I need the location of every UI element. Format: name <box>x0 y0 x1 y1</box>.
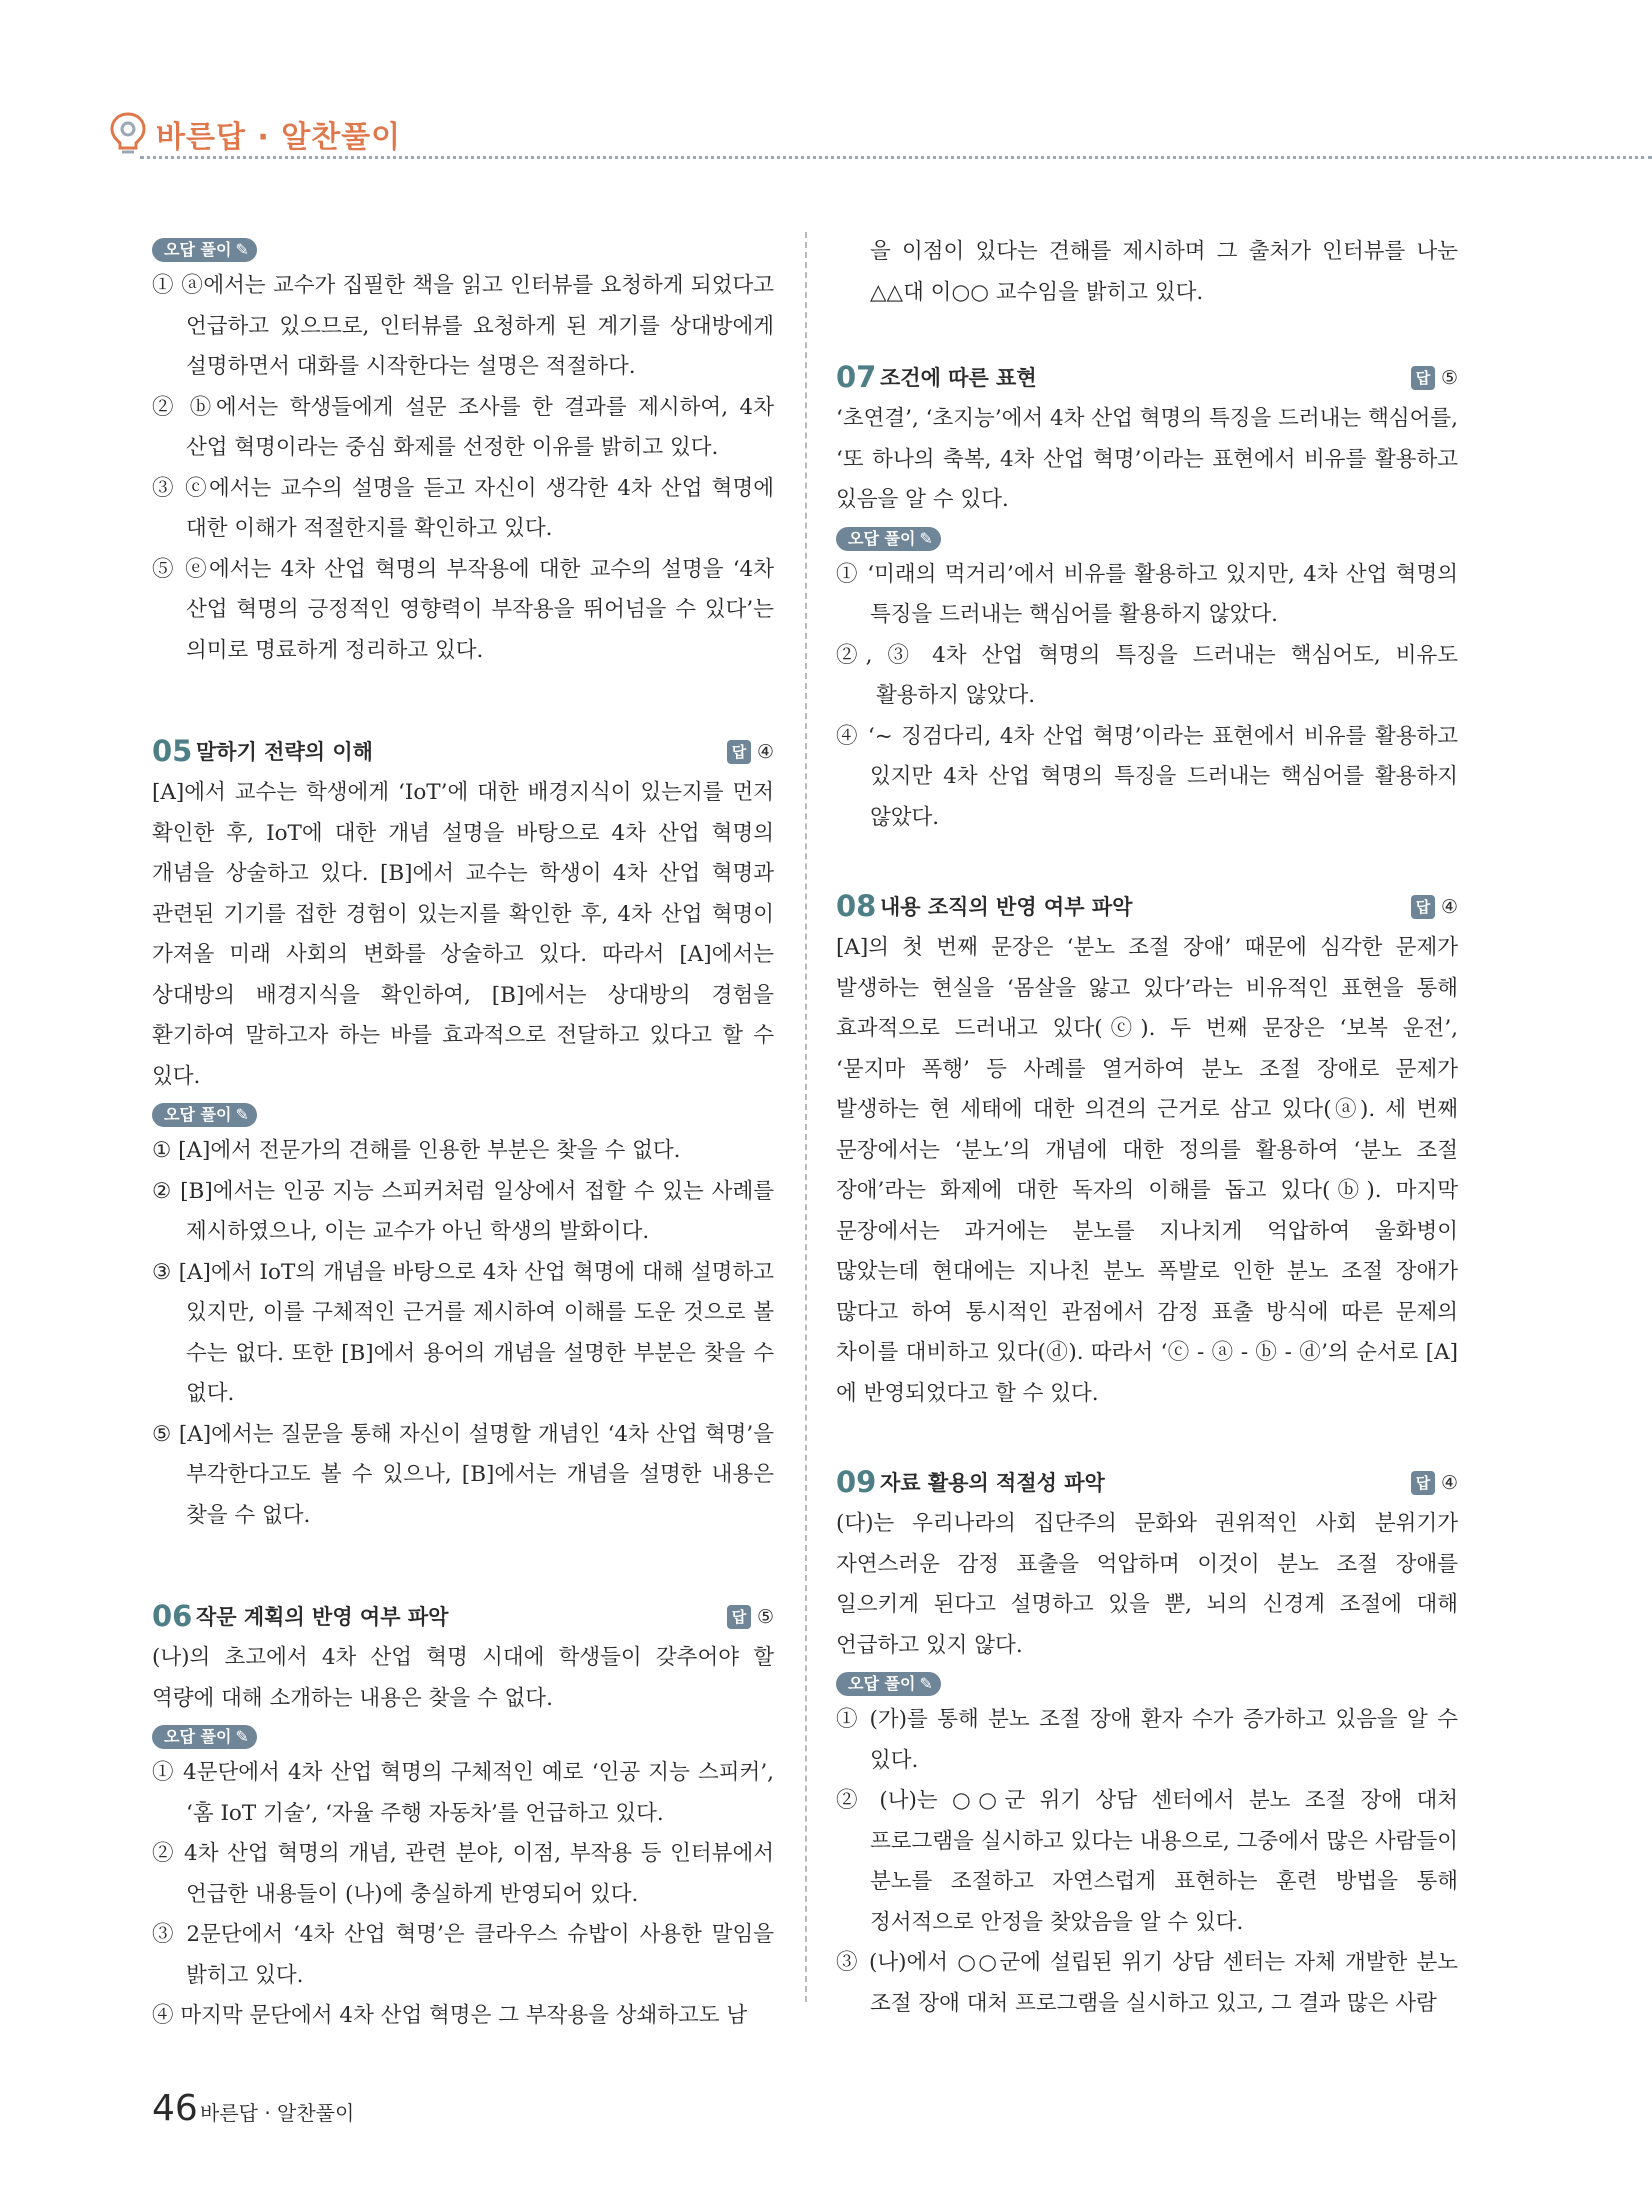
list-item: ③ 2문단에서 ‘4차 산업 혁명’은 클라우스 슈밥이 사용한 말임을 밝히고 있다. <box>152 1922 774 1988</box>
answer-box <box>727 1604 774 1630</box>
spacer <box>836 1414 1458 1448</box>
spacer <box>152 671 774 717</box>
question-number: 07 <box>836 360 877 394</box>
question-number: 09 <box>836 1465 877 1499</box>
question-06-body: (나)의 초고에서 4차 산업 혁명 시대에 학생들이 갖추어야 할 역량에 대해 소개하는 내용은 찾을 수 없다. <box>152 1645 774 1711</box>
question-title: 조건에 따른 표현 <box>880 366 1037 390</box>
list-item: ③ ⓒ에서는 교수의 설명을 듣고 자신이 생각한 4차 산업 혁명에 대한 이해가 적절한지를 확인하고 있다. <box>152 475 774 541</box>
list-item: ① ‘미래의 먹거리’에서 비유를 활용하고 있지만, 4차 산업 혁명의 특징을 드러내는 핵심어를 활용하지 않았다. <box>836 561 1458 627</box>
question-title: 말하기 전략의 이해 <box>196 740 373 764</box>
wrong-explanation-badge: 오답 풀이 ✎ <box>836 1672 941 1696</box>
wrong-explanation-badge: 오답 풀이 ✎ <box>152 238 257 262</box>
question-09-body: (다)는 우리나라의 집단주의 문화와 권위적인 사회 분위기가 자연스러운 감정 표출을 억압하며 이것이 분노 조절 장애를 일으키게 된다고 설명하고 있을 뿐, 뇌의 신경계 조절에 대해 언급하고 있지 않다. <box>836 1511 1458 1658</box>
answer-box <box>727 739 774 765</box>
spacer <box>836 838 1458 872</box>
answer-value: ④ <box>1440 1472 1458 1494</box>
answer-tag: 답 <box>727 1605 751 1629</box>
list-item: ① (가)를 통해 분노 조절 장애 환자 수가 증가하고 있음을 알 수 있다. <box>836 1707 1458 1773</box>
list-item: ②, ③ 4차 산업 혁명의 특징을 드러내는 핵심어도, 비유도 활용하지 않았다. <box>836 642 1458 708</box>
answer-box <box>1411 1470 1458 1496</box>
answer-value: ⑤ <box>1440 367 1458 389</box>
question-title: 내용 조직의 반영 여부 파악 <box>880 895 1133 919</box>
question-07-header <box>836 355 1458 399</box>
question-08-header <box>836 884 1458 928</box>
answer-value: ⑤ <box>756 1606 774 1628</box>
list-item: ② ⓑ에서는 학생들에게 설문 조사를 한 결과를 제시하여, 4차 산업 혁명이라는 중심 화제를 선정한 이유를 밝히고 있다. <box>152 394 774 460</box>
answer-value: ④ <box>1440 896 1458 918</box>
answer-box <box>1411 894 1458 920</box>
list-item: ② (나)는 ○○군 위기 상담 센터에서 분노 조절 장애 대처 프로그램을 실시하고 있다는 내용으로, 그중에서 많은 사람들이 분노를 조절하고 자연스럽게 표현하는 훈련 방법을 통해 정서적으로 안정을 찾았음을 알 수 있다. <box>836 1788 1458 1935</box>
list-item: ⑤ ⓔ에서는 4차 산업 혁명의 부작용에 대한 교수의 설명을 ‘4차 산업 혁명의 긍정적인 영향력이 부작용을 뛰어넘을 수 있다’는 의미로 명료하게 정리하고 있다. <box>152 556 774 663</box>
column-divider <box>805 232 807 2002</box>
list-item: ① ⓐ에서는 교수가 집필한 책을 읽고 인터뷰를 요청하게 되었다고 언급하고 있으므로, 인터뷰를 요청하게 된 계기를 상대방에게 설명하면서 대화를 시작한다는 설명은 적절하다. <box>152 273 774 379</box>
list-item: ③ [A]에서 IoT의 개념을 바탕으로 4차 산업 혁명에 대해 설명하고 있지만, 이를 구체적인 근거를 제시하여 이해를 도운 것으로 볼 수는 없다. 또한 [B]에서 용어의 개념을 설명한 부분은 찾을 수 없다. <box>152 1259 774 1406</box>
question-06-header <box>152 1594 774 1638</box>
list-item: ⑤ [A]에서는 질문을 통해 자신이 설명할 개념인 ‘4차 산업 혁명’을 부각한다고도 볼 수 있으나, [B]에서는 개념을 설명한 내용은 찾을 수 없다. <box>152 1421 774 1528</box>
list-item: ① 4문단에서 4차 산업 혁명의 구체적인 예로 ‘인공 지능 스피커’, ‘홈 IoT 기술’, ‘자율 주행 자동차’를 언급하고 있다. <box>152 1760 774 1826</box>
right-column <box>836 232 1458 2024</box>
question-title: 자료 활용의 적절성 파악 <box>880 1471 1105 1495</box>
question-09-header <box>836 1460 1458 1504</box>
wrong-explanation-badge: 오답 풀이 ✎ <box>836 527 941 551</box>
page-number: 46 <box>152 2088 198 2129</box>
spacer <box>836 313 1458 343</box>
question-number: 06 <box>152 1599 193 1633</box>
list-item: ① [A]에서 전문가의 견해를 인용한 부분은 찾을 수 없다. <box>152 1138 681 1163</box>
question-05-header <box>152 729 774 773</box>
pencil-icon: ✎ <box>235 240 249 259</box>
pencil-icon: ✎ <box>235 1727 249 1746</box>
wrong-explanation-badge: 오답 풀이 ✎ <box>152 1103 257 1127</box>
answer-tag: 답 <box>1411 895 1435 919</box>
question-08-body: [A]의 첫 번째 문장은 ‘분노 조절 장애’ 때문에 심각한 문제가 발생하는 현실을 ‘몸살을 앓고 있다’라는 비유적인 표현을 통해 효과적으로 드러내고 있다(ⓒ). 두 번째 문장은 ‘보복 운전’, ‘묻지마 폭행’ 등 사례를 열거하여 분노 조절 장애로 문제가 발생하는 현 세태에 대한 의견의 근거로 삼고 있다(ⓐ). 세 번째 문장에서는 ‘분노’의 개념에 대한 정의를 활용하여 ‘분노 조절 장애’라는 화제에 대한 독자의 이해를 돕고 있다(ⓑ). 마지막 문장에서는 과거에는 분노를 지나치게 억압하여 울화병이 많았는데 현대에는 지나친 분노 폭발로 인한 분노 조절 장애가 많다고 하여 통시적인 관점에서 감정 표출 방식에 따른 문제의 차이를 대비하고 있다(ⓓ). 따라서 ‘ⓒ - ⓐ - ⓑ - ⓓ’의 순서로 [A]에 반영되었다고 할 수 있다. <box>836 935 1458 1406</box>
list-item: ② 4차 산업 혁명의 개념, 관련 분야, 이점, 부작용 등 인터뷰에서 언급한 내용들이 (나)에 충실하게 반영되어 있다. <box>152 1841 774 1907</box>
question-number: 08 <box>836 889 877 923</box>
spacer <box>152 1536 774 1582</box>
answer-tag: 답 <box>1411 366 1435 390</box>
question-05-body: [A]에서 교수는 학생에게 ‘IoT’에 대한 배경지식이 있는지를 먼저 확인한 후, IoT에 대한 개념 설명을 바탕으로 4차 산업 혁명의 개념을 상술하고 있다. [B]에서 교수는 학생이 4차 산업 혁명과 관련된 기기를 접한 경험이 있는지를 확인한 후, 4차 산업 혁명이 가져올 미래 사회의 변화를 상술하고 있다. 따라서 [A]에서는 상대방의 배경지식을 확인하여, [B]에서는 상대방의 경험을 환기하여 말하고자 하는 바를 효과적으로 전달하고 있다고 할 수 있다. <box>152 780 774 1089</box>
answer-tag: 답 <box>727 740 751 764</box>
footer-label: 바른답 · 알찬풀이 <box>200 2101 355 2125</box>
list-item: ② [B]에서는 인공 지능 스피커처럼 일상에서 접할 수 있는 사례를 제시하였으나, 이는 교수가 아닌 학생의 발화이다. <box>152 1178 774 1244</box>
pencil-icon: ✎ <box>919 1674 933 1693</box>
answer-tag: 답 <box>1411 1471 1435 1495</box>
answer-box <box>1411 365 1458 391</box>
question-title: 작문 계획의 반영 여부 파악 <box>196 1605 449 1629</box>
question-number: 05 <box>152 734 193 768</box>
lightbulb-logo-icon <box>108 110 148 156</box>
pencil-icon: ✎ <box>235 1105 249 1124</box>
wrong-explanation-badge: 오답 풀이 ✎ <box>152 1725 257 1749</box>
answer-value: ④ <box>756 741 774 763</box>
header-title: 바른답 · 알찬풀이 <box>156 120 402 155</box>
list-item: ③ (나)에서 ○○군에 설립된 위기 상담 센터는 자체 개발한 분노 조절 장애 대처 프로그램을 실시하고 있고, 그 결과 많은 사람 <box>836 1950 1458 2016</box>
pencil-icon: ✎ <box>919 528 933 548</box>
left-column <box>152 232 774 2037</box>
question-07-body: ‘초연결’, ‘초지능’에서 4차 산업 혁명의 특징을 드러내는 핵심어를, ‘또 하나의 축복, 4차 산업 혁명’이라는 표현에서 비유를 활용하고 있음을 알 수 있다. <box>836 406 1458 512</box>
list-item: ④ 마지막 문단에서 4차 산업 혁명은 그 부작용을 상쇄하고도 남 <box>152 2003 748 2028</box>
continuation-text: 을 이점이 있다는 견해를 제시하며 그 출처가 인터뷰를 나눈 △△대 이○○ 교수임을 밝히고 있다. <box>870 239 1458 305</box>
header-dotted-rule <box>140 156 1652 159</box>
list-item: ④ ‘~ 징검다리, 4차 산업 혁명’이라는 표현에서 비유를 활용하고 있지만 4차 산업 혁명의 특징을 드러내는 핵심어를 활용하지 않았다. <box>836 723 1458 830</box>
